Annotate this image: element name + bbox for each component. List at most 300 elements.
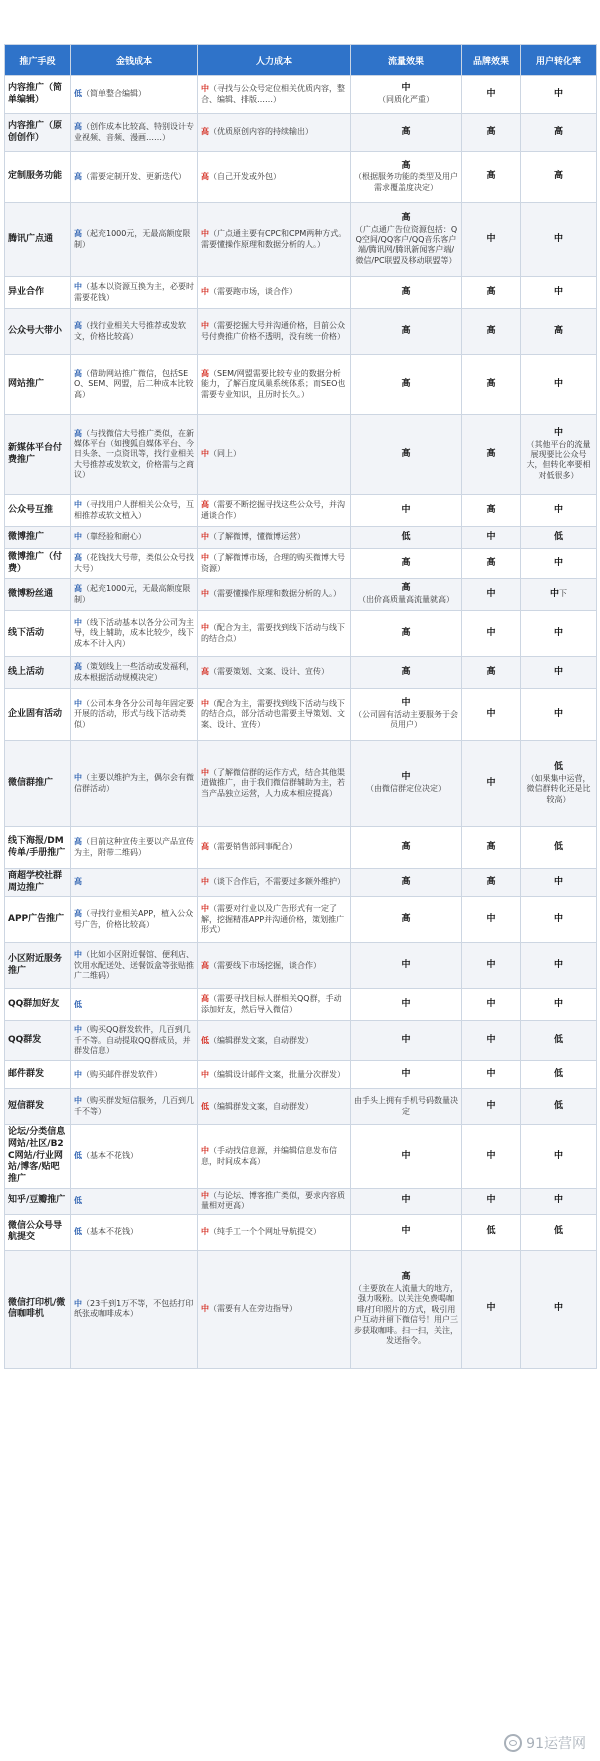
- table-header-row: [5, 45, 597, 76]
- level-mark: 中: [486, 627, 496, 638]
- table-row: [5, 415, 597, 495]
- table-row: [5, 1250, 597, 1368]
- table-row: [5, 989, 597, 1021]
- value-cell: 中（同上）: [198, 415, 351, 495]
- table-row: [5, 277, 597, 309]
- value-cell: [462, 869, 521, 897]
- level-mark: 中: [486, 708, 496, 719]
- level-mark: 中: [486, 960, 496, 971]
- method-cell: 商超学校社群周边推广: [5, 869, 71, 897]
- table-row: [5, 827, 597, 869]
- level-mark: 中: [201, 877, 209, 887]
- table-row: [5, 152, 597, 203]
- method-cell: 小区附近服务推广: [5, 943, 71, 989]
- table-row: [5, 1021, 597, 1061]
- value-cell: 中（23千到1万不等，不包括打印纸张或咖啡成本）: [71, 1250, 198, 1368]
- method-cell: APP广告推广: [5, 897, 71, 943]
- value-cell: [462, 1125, 521, 1188]
- level-mark: 中: [74, 1096, 82, 1106]
- value-cell: [462, 1061, 521, 1089]
- value-cell: [351, 943, 462, 989]
- level-mark: 中: [486, 88, 496, 99]
- value-cell: [462, 1250, 521, 1368]
- level-mark: 低: [74, 999, 82, 1009]
- method-cell: 微博推广（付费）: [5, 549, 71, 579]
- level-mark: 中: [201, 449, 209, 459]
- value-cell: 中（配合为主，需要找到线下活动与线下的结合点，部分活动也需要主导策划、文案、设计、宣传）: [198, 689, 351, 741]
- value-cell: [521, 152, 597, 203]
- value-cell: [351, 114, 462, 152]
- table-row: [5, 309, 597, 355]
- column-header: 金钱成本: [71, 45, 198, 76]
- value-cell: [462, 355, 521, 415]
- level-mark: 高: [401, 286, 411, 297]
- value-cell: 中（需要挖掘大号并沟通价格，目前公众号付费推广价格不透明，没有统一价格）: [198, 309, 351, 355]
- level-mark: 中: [553, 233, 563, 244]
- level-mark: 低: [553, 1069, 563, 1080]
- value-cell: [521, 1214, 597, 1250]
- value-cell: [351, 897, 462, 943]
- level-mark: 中: [401, 1226, 411, 1237]
- level-mark: 高: [486, 504, 496, 515]
- value-cell: [351, 611, 462, 657]
- value-cell: [462, 309, 521, 355]
- level-mark: 高: [201, 842, 209, 852]
- value-cell: 高（需要寻找目标人群相关QQ群，手动添加好友，然后导入微信）: [198, 989, 351, 1021]
- value-cell: [521, 527, 597, 549]
- column-header: 推广手段: [5, 45, 71, 76]
- level-mark: 高: [553, 325, 563, 336]
- method-cell: 微信公众号导航提交: [5, 1214, 71, 1250]
- value-cell: [351, 989, 462, 1021]
- value-cell: 高（找行业相关大号推荐或发软文，价格比较高）: [71, 309, 198, 355]
- table-row: [5, 1061, 597, 1089]
- value-cell: [462, 943, 521, 989]
- promotion-comparison-table: [4, 44, 597, 1369]
- level-mark: 中: [486, 531, 496, 542]
- level-mark: 中: [201, 532, 209, 542]
- value-cell: 中（购买QQ群发软件，几百到几千不等。自动提取QQ群成员，并群发信息）: [71, 1021, 198, 1061]
- level-mark: 高: [74, 909, 82, 919]
- level-mark: 低: [486, 1226, 496, 1237]
- level-mark: 高: [401, 1272, 411, 1283]
- column-header: 品牌效果: [462, 45, 521, 76]
- level-mark: 低: [553, 1101, 563, 1112]
- value-cell: 中下: [521, 579, 597, 611]
- level-mark: 高: [201, 368, 209, 378]
- value-cell: 低 （如果集中运营，微信群转化还是比较高）: [521, 741, 597, 827]
- value-cell: [521, 1089, 597, 1125]
- level-mark: 低: [553, 762, 563, 773]
- value-cell: [71, 989, 198, 1021]
- value-cell: [521, 1250, 597, 1368]
- value-cell: [521, 611, 597, 657]
- value-cell: [71, 1188, 198, 1214]
- value-cell: 中（寻找与公众号定位相关优质内容，整合、编辑、排版……）: [198, 76, 351, 114]
- value-cell: [521, 277, 597, 309]
- value-cell: 中（需要跑市场，谈合作）: [198, 277, 351, 309]
- level-mark: 高: [74, 837, 82, 847]
- level-mark: 中: [401, 1035, 411, 1046]
- table-row: [5, 657, 597, 689]
- level-mark: 中: [553, 504, 563, 515]
- value-cell: 高（寻找行业相关APP，植入公众号广告，价格比较高）: [71, 897, 198, 943]
- value-cell: 中（手动找信息源，并编辑信息发布信息，时间成本高）: [198, 1125, 351, 1188]
- table-row: [5, 1125, 597, 1188]
- value-cell: 中（配合为主，需要找到线下活动与线下的结合点）: [198, 611, 351, 657]
- method-cell: 内容推广（原创创作）: [5, 114, 71, 152]
- level-mark: 高: [486, 325, 496, 336]
- method-cell: 腾讯广点通: [5, 203, 71, 277]
- level-mark: 中: [74, 500, 82, 510]
- method-cell: QQ群发: [5, 1021, 71, 1061]
- method-cell: 异业合作: [5, 277, 71, 309]
- method-cell: 微信打印机/微信咖啡机: [5, 1250, 71, 1368]
- value-cell: [521, 897, 597, 943]
- value-cell: 低（简单整合编辑）: [71, 76, 198, 114]
- value-cell: [351, 355, 462, 415]
- value-cell: [521, 1125, 597, 1188]
- level-mark: 中: [486, 233, 496, 244]
- level-mark: 中: [486, 914, 496, 925]
- value-cell: [351, 869, 462, 897]
- level-mark: 中: [549, 588, 559, 599]
- value-cell: 高 （根据服务功能的类型及用户需求覆盖度决定）: [351, 152, 462, 203]
- method-cell: 新媒体平台付费推广: [5, 415, 71, 495]
- level-mark: 中: [486, 1195, 496, 1206]
- value-cell: 中（了解微博市场，合理的购买微博大号资源）: [198, 549, 351, 579]
- value-cell: [521, 657, 597, 689]
- level-mark: 中: [74, 282, 82, 292]
- level-mark: 中: [401, 1195, 411, 1206]
- value-cell: 中（需要对行业以及广告形式有一定了解，挖掘精准APP并沟通价格，策划推广形式）: [198, 897, 351, 943]
- comparison-table-wrap: [4, 44, 596, 1369]
- value-cell: [462, 203, 521, 277]
- level-mark: 高: [74, 122, 82, 132]
- method-cell: 微博粉丝通: [5, 579, 71, 611]
- method-cell: 线上活动: [5, 657, 71, 689]
- level-mark: 中: [201, 1146, 209, 1156]
- table-row: [5, 355, 597, 415]
- value-cell: 高（与找微信大号推广类似，在新媒体平台（如搜狐自媒体平台、今日头条、一点资讯等，找行业相关大号推荐或发软文，价格需与之商议）: [71, 415, 198, 495]
- method-cell: 线下活动: [5, 611, 71, 657]
- level-mark: 中: [553, 914, 563, 925]
- watermark: [504, 1733, 586, 1753]
- level-mark: 中: [201, 1227, 209, 1237]
- level-mark: 中: [553, 378, 563, 389]
- value-cell: [351, 1214, 462, 1250]
- level-mark: 低: [74, 1196, 82, 1206]
- level-mark: 高: [486, 666, 496, 677]
- method-cell: 定制服务功能: [5, 152, 71, 203]
- level-mark: 中: [486, 1035, 496, 1046]
- wechat-logo-icon: [504, 1734, 522, 1752]
- level-mark: 中: [401, 698, 411, 709]
- level-mark: 高: [74, 662, 82, 672]
- value-cell: 高（策划线上一些活动或发福利，成本根据活动规模决定）: [71, 657, 198, 689]
- table-row: [5, 527, 597, 549]
- level-mark: 中: [486, 1303, 496, 1314]
- value-cell: 高（需要不断挖掘寻找这些公众号，并沟通谈合作）: [198, 495, 351, 527]
- value-cell: [351, 1061, 462, 1089]
- value-cell: 中（与论坛、博客推广类似，要求内容质量相对更高）: [198, 1188, 351, 1214]
- level-mark: 中: [401, 1150, 411, 1161]
- value-cell: [351, 277, 462, 309]
- level-mark: 低: [401, 531, 411, 542]
- level-mark: 高: [74, 877, 82, 887]
- level-mark: 高: [401, 666, 411, 677]
- value-cell: 中 （由微信群定位决定）: [351, 741, 462, 827]
- value-cell: [521, 203, 597, 277]
- level-mark: 中: [401, 772, 411, 783]
- level-mark: 中: [486, 588, 496, 599]
- level-mark: 低: [74, 89, 82, 99]
- level-mark: 中: [74, 617, 82, 627]
- value-cell: [521, 355, 597, 415]
- level-mark: 高: [401, 378, 411, 389]
- value-cell: 中（购买群发短信服务，几百到几千不等）: [71, 1089, 198, 1125]
- level-mark: 高: [401, 448, 411, 459]
- value-cell: [462, 689, 521, 741]
- table-row: [5, 1214, 597, 1250]
- value-cell: [462, 989, 521, 1021]
- level-mark: 高: [401, 325, 411, 336]
- value-cell: 高（借助网站推广微信，包括SEO、SEM、网盟，后二种成本比较高）: [71, 355, 198, 415]
- method-cell: 企业固有活动: [5, 689, 71, 741]
- level-mark: 中: [553, 666, 563, 677]
- value-cell: 高（需要销售部同事配合）: [198, 827, 351, 869]
- value-cell: [521, 869, 597, 897]
- value-cell: 中（纯手工一个个网址导航提交）: [198, 1214, 351, 1250]
- value-cell: [462, 1214, 521, 1250]
- value-cell: 中（购买邮件群发软件）: [71, 1061, 198, 1089]
- value-cell: [462, 827, 521, 869]
- level-mark: 中: [201, 287, 209, 297]
- table-row: [5, 689, 597, 741]
- value-cell: [351, 527, 462, 549]
- level-mark: 高: [486, 171, 496, 182]
- value-cell: 高（创作成本比较高、特别设计专业视频、音频、漫画……）: [71, 114, 198, 152]
- level-mark: 中: [201, 698, 209, 708]
- level-mark: 高: [486, 557, 496, 568]
- method-cell: 公众号大带小: [5, 309, 71, 355]
- level-mark: 高: [486, 876, 496, 887]
- value-cell: 高（需要线下市场挖掘，谈合作）: [198, 943, 351, 989]
- value-cell: [462, 152, 521, 203]
- level-mark: 中: [201, 84, 209, 94]
- level-mark: 中: [553, 960, 563, 971]
- level-mark: 中: [553, 427, 563, 438]
- value-cell: 高（目前这种宣传主要以产品宣传为主，附带二维码）: [71, 827, 198, 869]
- value-cell: [521, 1021, 597, 1061]
- level-mark: 高: [401, 212, 411, 223]
- level-mark: 高: [486, 126, 496, 137]
- value-cell: [462, 611, 521, 657]
- method-cell: 线下海报/DM传单/手册推广: [5, 827, 71, 869]
- value-cell: [462, 1188, 521, 1214]
- value-cell: [351, 309, 462, 355]
- value-cell: 中（广点通主要有CPC和CPM两种方式。需要懂操作原理和数据分析的人。）: [198, 203, 351, 277]
- level-mark: 中: [201, 1190, 209, 1200]
- table-row: [5, 741, 597, 827]
- table-row: [5, 76, 597, 114]
- value-cell: [462, 549, 521, 579]
- level-mark: 高: [401, 876, 411, 887]
- level-mark: 中: [401, 83, 411, 94]
- level-mark: 低: [553, 531, 563, 542]
- value-cell: [351, 1021, 462, 1061]
- value-cell: 中（主要以维护为主，偶尔会有微信群活动）: [71, 741, 198, 827]
- value-cell: [71, 869, 198, 897]
- level-mark: 中: [74, 698, 82, 708]
- level-mark: 中: [201, 1304, 209, 1314]
- level-mark: 低: [74, 1227, 82, 1237]
- level-mark: 中: [201, 553, 209, 563]
- method-cell: 论坛/分类信息网站/社区/B2C网站/行业网站/博客/贴吧推广: [5, 1125, 71, 1188]
- value-cell: [521, 943, 597, 989]
- value-cell: 高 （主要放在人流量大的地方，强力吸粉。以关注免费喝咖啡/打印照片的方式，吸引用户互动并留下微信号！用户三步获取咖啡。扫一扫，关注，发送指令。: [351, 1250, 462, 1368]
- value-cell: 高 （广点通广告位资源包括：QQ空间/QQ客户/QQ音乐客户端/腾讯网/腾讯新闻客户端/微信/PC联盟及移动联盟等）: [351, 203, 462, 277]
- table-row: [5, 1089, 597, 1125]
- table-row: [5, 114, 597, 152]
- level-mark: 中: [401, 1069, 411, 1080]
- value-cell: [462, 527, 521, 549]
- level-mark: 中: [201, 623, 209, 633]
- level-mark: 高: [401, 914, 411, 925]
- value-cell: 高 （出价高质量高流量就高）: [351, 579, 462, 611]
- level-mark: 中: [74, 773, 82, 783]
- method-cell: 邮件群发: [5, 1061, 71, 1089]
- value-cell: [462, 1021, 521, 1061]
- value-cell: 高（需要定制开发、更新迭代）: [71, 152, 198, 203]
- method-cell: 短信群发: [5, 1089, 71, 1125]
- level-mark: 高: [74, 321, 82, 331]
- value-cell: [351, 495, 462, 527]
- method-cell: 公众号互推: [5, 495, 71, 527]
- level-mark: 中: [486, 1069, 496, 1080]
- watermark-text: 91运营网: [526, 1736, 586, 1752]
- value-cell: [521, 549, 597, 579]
- level-mark: 中: [553, 876, 563, 887]
- value-cell: 高（起充1000元，无最高额度限制）: [71, 579, 198, 611]
- value-cell: [351, 549, 462, 579]
- value-cell: [462, 114, 521, 152]
- level-mark: 中: [553, 1150, 563, 1161]
- level-mark: 高: [486, 841, 496, 852]
- table-row: [5, 203, 597, 277]
- method-cell: QQ群加好友: [5, 989, 71, 1021]
- level-mark: 高: [401, 160, 411, 171]
- level-mark: 中: [401, 504, 411, 515]
- value-cell: 低（编辑群发文案，自动群发）: [198, 1021, 351, 1061]
- level-mark: 高: [486, 378, 496, 389]
- level-mark: 高: [74, 229, 82, 239]
- level-mark: 中: [553, 1303, 563, 1314]
- value-cell: 高（SEM/网盟需要比较专业的数据分析能力，了解百度凤巢系统体系；而SEO也需要专业知识，且历时长久。）: [198, 355, 351, 415]
- level-mark: 高: [201, 500, 209, 510]
- level-mark: 低: [201, 1101, 209, 1111]
- level-mark: 中: [201, 589, 209, 599]
- column-header: 人力成本: [198, 45, 351, 76]
- level-mark: 中: [553, 88, 563, 99]
- level-mark: 高: [74, 584, 82, 594]
- value-cell: 高（优质原创内容的持续输出）: [198, 114, 351, 152]
- value-cell: [351, 827, 462, 869]
- method-cell: 微博推广: [5, 527, 71, 549]
- value-cell: 中（线下活动基本以各分公司为主导，线上辅助，成本比较少，线下成本不计入内）: [71, 611, 198, 657]
- method-cell: 内容推广（简单编辑）: [5, 76, 71, 114]
- value-cell: 中（靠经验和耐心）: [71, 527, 198, 549]
- value-cell: 中（基本以资源互换为主，必要时需要花钱）: [71, 277, 198, 309]
- value-cell: [351, 1188, 462, 1214]
- value-cell: [521, 495, 597, 527]
- method-cell: 网站推广: [5, 355, 71, 415]
- value-cell: 高（需要策划、文案、设计、宣传）: [198, 657, 351, 689]
- level-mark: 中: [74, 532, 82, 542]
- value-cell: 由手头上拥有手机号码数量决定: [351, 1089, 462, 1125]
- level-mark: 中: [553, 708, 563, 719]
- value-cell: 高（起充1000元，无最高额度限制）: [71, 203, 198, 277]
- level-mark: 低: [74, 1151, 82, 1161]
- value-cell: 中 （其他平台的流量展现要比公众号大，但转化率要相对低很多）: [521, 415, 597, 495]
- level-mark: 高: [74, 368, 82, 378]
- value-cell: 中（谈下合作后，不需要过多额外维护）: [198, 869, 351, 897]
- level-mark: 低: [553, 1226, 563, 1237]
- value-cell: 中（比如小区附近餐馆、便利店、饮用水配送处、送餐饭盒等张贴推广二维码）: [71, 943, 198, 989]
- level-mark: 高: [74, 171, 82, 181]
- level-mark: 中: [74, 1025, 82, 1035]
- value-cell: [351, 415, 462, 495]
- column-header: 流量效果: [351, 45, 462, 76]
- level-mark: 中: [201, 904, 209, 914]
- level-mark: 高: [401, 557, 411, 568]
- level-mark: 高: [201, 667, 209, 677]
- level-mark: 中: [553, 1195, 563, 1206]
- value-cell: [462, 415, 521, 495]
- value-cell: [521, 1188, 597, 1214]
- value-cell: 中（寻找用户人群相关公众号，互相推荐或软文植入）: [71, 495, 198, 527]
- value-cell: 高（花钱找大号带，类似公众号找大号）: [71, 549, 198, 579]
- value-cell: [462, 897, 521, 943]
- level-mark: 高: [486, 286, 496, 297]
- level-mark: 中: [486, 999, 496, 1010]
- level-mark: 高: [201, 960, 209, 970]
- value-cell: [462, 1089, 521, 1125]
- value-cell: 中（了解微信群的运作方式，结合其他渠道做推广，由于我们微信群辅助为主，若当产品独立运营，人力成本相应提高）: [198, 741, 351, 827]
- value-cell: [462, 277, 521, 309]
- value-cell: 高（自己开发或外包）: [198, 152, 351, 203]
- value-cell: [521, 76, 597, 114]
- level-mark: 高: [201, 994, 209, 1004]
- method-cell: 微信群推广: [5, 741, 71, 827]
- value-cell: 中（编辑设计邮件文案，批量分次群发）: [198, 1061, 351, 1089]
- level-mark: 中: [401, 960, 411, 971]
- level-mark: 中: [486, 777, 496, 788]
- level-mark: 中: [201, 229, 209, 239]
- level-mark: 中: [486, 1101, 496, 1112]
- level-mark: 高: [401, 126, 411, 137]
- table-row: [5, 495, 597, 527]
- level-mark: 中: [486, 1150, 496, 1161]
- value-cell: 低（编辑群发文案，自动群发）: [198, 1089, 351, 1125]
- level-mark: 低: [201, 1035, 209, 1045]
- value-cell: 中（需要有人在旁边指导）: [198, 1250, 351, 1368]
- level-mark: 中: [553, 557, 563, 568]
- level-mark: 高: [74, 553, 82, 563]
- value-cell: [351, 1125, 462, 1188]
- table-row: [5, 1188, 597, 1214]
- value-cell: [462, 495, 521, 527]
